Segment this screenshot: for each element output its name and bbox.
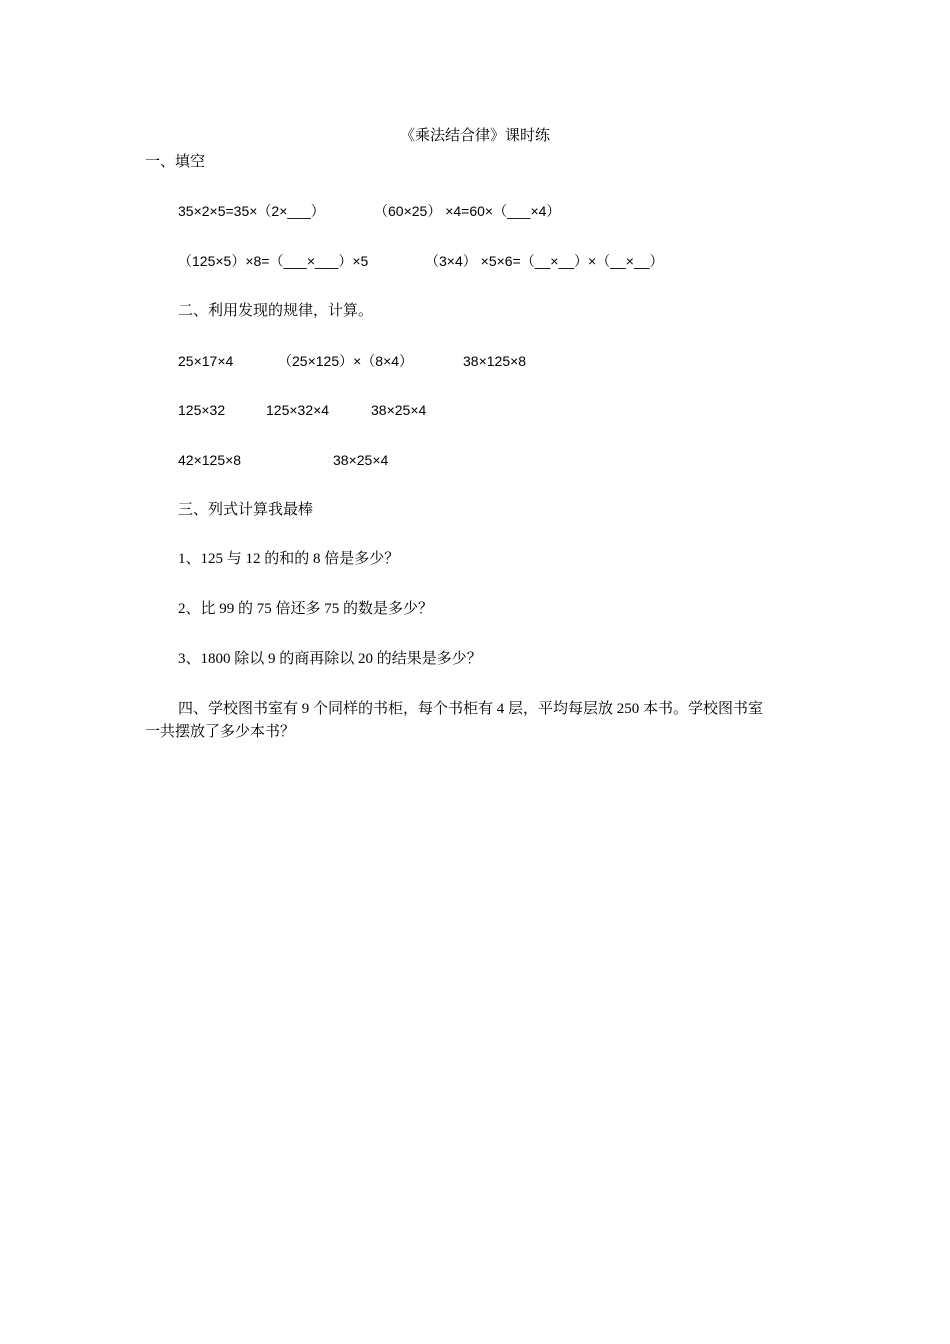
fill-blank-2: （60×25） ×4=60×（___×4） xyxy=(374,203,561,219)
calc-item-1: 25×17×4 xyxy=(178,353,234,369)
calc-item-3: 38×125×8 xyxy=(463,353,527,369)
calc-item-8: 38×25×4 xyxy=(333,452,389,468)
calc-item-5: 125×32×4 xyxy=(266,402,330,418)
section1-heading: 一、填空 xyxy=(145,154,206,170)
section4-line1: 四、学校图书室有 9 个同样的书柜，每个书柜有 4 层，平均每层放 250 本书。学校图书室 xyxy=(178,701,764,717)
section3-heading: 三、列式计算我最棒 xyxy=(178,502,314,518)
word-problem-3: 3、1800 除以 9 的商再除以 20 的结果是多少？ xyxy=(178,651,482,667)
calc-item-4: 125×32 xyxy=(178,402,226,418)
fill-blank-3: （125×5）×8=（___×___）×5 xyxy=(178,253,369,269)
word-problem-1: 1、125 与 12 的和的 8 倍是多少？ xyxy=(178,551,400,567)
calc-item-7: 42×125×8 xyxy=(178,452,242,468)
calc-item-2: （25×125）×（8×4） xyxy=(278,353,414,369)
section4-line2: 一共摆放了多少本书？ xyxy=(145,724,296,740)
fill-blank-4: （3×4） ×5×6=（__×__）×（__×__） xyxy=(425,253,664,269)
word-problem-2: 2、比 99 的 75 倍还多 75 的数是多少？ xyxy=(178,601,434,617)
section2-heading: 二、利用发现的规律，计算。 xyxy=(178,303,374,319)
calc-item-6: 38×25×4 xyxy=(371,402,427,418)
document-title: 《乘法结合律》课时练 xyxy=(399,128,550,144)
fill-blank-1: 35×2×5=35×（2×___） xyxy=(178,203,325,219)
